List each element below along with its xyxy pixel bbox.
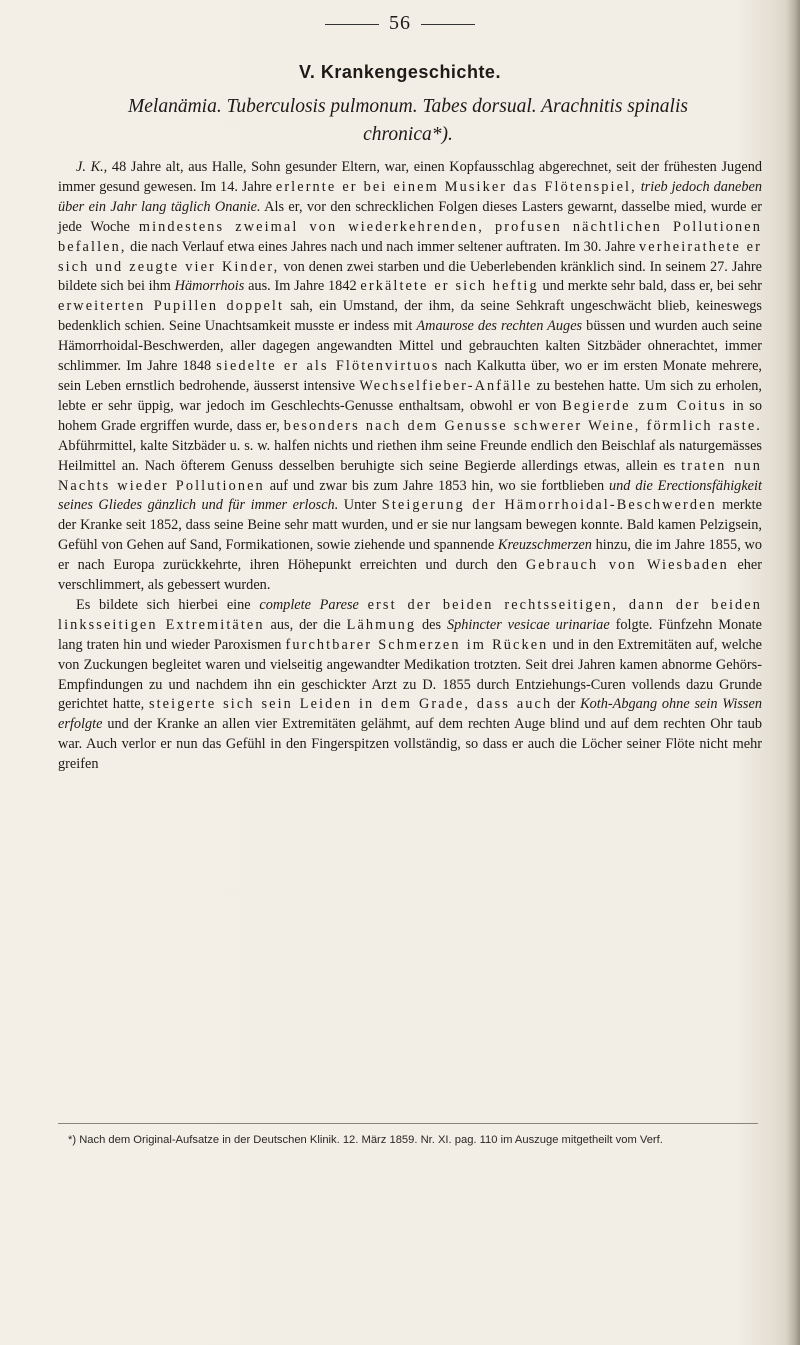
text-run: nach Kalkutta über, wo er im ersten Monate mehrere, sein Leben ernstlich bedrohende, äusserst intensive bbox=[58, 358, 762, 394]
italic-text: Hämorrhois bbox=[174, 278, 245, 295]
italic-text: Koth-Abgang ohne sein Wissen erfolgte bbox=[58, 696, 762, 733]
page-edge-shadow bbox=[786, 0, 800, 1345]
italic-text: trieb jedoch daneben über ein Jahr lang täglich Onanie. bbox=[58, 178, 763, 215]
text-run: Unter bbox=[338, 497, 382, 514]
dash-left bbox=[325, 24, 379, 25]
italic-text: Kreuzschmerzen bbox=[497, 537, 592, 554]
case-history-body bbox=[58, 158, 762, 775]
text-run: eher verschlimmert, als gebessert wurden. bbox=[58, 557, 762, 594]
text-run: hinzu, die im Jahre 1855, wo er nach Europa zurückkehrte, ihren Höhepunkt erreichten und durch den bbox=[58, 537, 762, 574]
text-run: Abführmittel, kalte Sitzbäder u. s. w. halfen nichts und riethen ihm seine Freunde endlich den Beischlaf als naturgemässes Heilmittel an. Nach öfterem Genuss desselben beruhigte sich seine Begierde allerdings etwas, allein es bbox=[58, 437, 762, 474]
spaced-text: steigerte sich sein Leiden in dem Grade, dass auch bbox=[148, 696, 553, 713]
spaced-text: traten nun Nachts wieder Pollutionen bbox=[58, 457, 762, 494]
spaced-text: Steigerung der Hämorrhoidal-Beschwerden bbox=[381, 497, 717, 514]
spaced-text: Lähmung bbox=[346, 616, 417, 633]
text-run: von denen zwei starben und die Ueberlebenden kränklich sind. In seinem 27. Jahre bildete sich bei ihm bbox=[58, 258, 762, 295]
patient-initials: J. K., bbox=[76, 159, 112, 175]
page-number-text: 56 bbox=[389, 12, 411, 34]
text-run: aus, der die bbox=[264, 616, 347, 633]
text-run: auf und zwar bis zum Jahre 1853 hin, wo sie fortblieben bbox=[264, 477, 609, 494]
text-run: 48 Jahre alt, aus Halle, Sohn gesunder Eltern, war, einen Kopfausschlag abgerechnet, seit der frühesten Jugend immer gesund gewesen. Im 14. Jahre bbox=[58, 159, 762, 195]
text-run: Als er, vor den schrecklichen Folgen dieses Lasters gewarnt, dasselbe mied, wurde er jede Woche bbox=[58, 198, 762, 235]
page-number bbox=[0, 12, 800, 35]
text-run: der bbox=[552, 696, 581, 713]
text-run bbox=[359, 597, 368, 613]
spaced-text: Gebrauch von Wiesbaden bbox=[525, 557, 729, 574]
italic-text: und die Erectionsfähigkeit seines Gliedes gänzlich und für immer erlosch. bbox=[58, 477, 762, 514]
text-run: büssen und wurden auch seine Hämorrhoidal-Beschwerden, aller dagegen angewandten Mittel und gebrauchten kalten Sitzbäder ohnerachtet, immer schlimmer. Im Jahre 1848 bbox=[58, 318, 763, 375]
text-run: aus. Im Jahre 1842 bbox=[244, 278, 361, 295]
text-run: und der Kranke an allen vier Extremitäten gelähmt, auf dem rechten Auge blind und auf dem rechten Ohr taub war. Auch verlor er nun das Gefühl in den Fingerspitzen vollständig, so dass er auch die Löcher seiner Flöte nicht mehr greifen bbox=[58, 716, 762, 773]
italic-text: complete Parese bbox=[259, 596, 359, 613]
footnote-text: *) Nach dem Original-Aufsatze in der Deutschen Klinik. 12. März 1859. Nr. XI. pag. 110 im Auszuge mitgetheilt vom Verf. bbox=[68, 1134, 663, 1146]
text-run: merkte der Kranke seit 1852, dass seine Beine sehr matt wurden, und er sie nur langsam bewegen konnte. Bald kamen Pelzigsein, Gefühl von Gehen auf Sand, Formikationen, sowie ziehende und spannende bbox=[58, 497, 762, 554]
spaced-text: Begierde zum Coitus bbox=[562, 397, 727, 414]
text-run: die nach Verlauf etwa eines Jahres nach und nach immer seltener auftraten. Im 30. Jahre bbox=[126, 238, 639, 255]
footnote bbox=[58, 1132, 762, 1149]
text-run: des bbox=[416, 616, 447, 633]
section-heading: V. Krankengeschichte. bbox=[299, 62, 501, 82]
spaced-text: erlernte er bei einem Musiker das Flötenspiel, bbox=[275, 178, 637, 195]
italic-text: Amaurose des rechten Auges bbox=[416, 318, 583, 335]
spaced-text: Wechselfieber-Anfälle bbox=[359, 377, 533, 394]
text-run: und merkte sehr bald, dass er, bei sehr bbox=[538, 278, 762, 295]
text-run: folgte. Fünfzehn Monate lang traten hin und wieder Paroxismen bbox=[58, 616, 762, 653]
spaced-text: furchtbarer Schmerzen im Rücken bbox=[285, 636, 549, 653]
paragraph-2 bbox=[58, 596, 762, 775]
text-run: Es bildete sich hierbei eine bbox=[76, 596, 260, 613]
text-run: und in den Extremitäten auf, welche von Zuckungen begleitet waren und vielseitig angewandter Medikation trotzten. Seit drei Jahren kamen abnorme Gehörs-Empfindungen zu und nachdem ihn ein geschickter Arzt zu D. 1855 durch Entziehungs-Curen vollends dazu Grunde gerichtet hatte, bbox=[58, 636, 762, 713]
text-run: zu bestehen hatte. Um sich zu erholen, lebte er sehr üppig, war jedoch im Geschlechts-Genusse enthaltsam, obwohl er von bbox=[58, 377, 762, 414]
footnote-divider bbox=[58, 1123, 758, 1124]
text-run: in so hohem Grade ergriffen wurde, dass er, bbox=[58, 397, 763, 434]
spaced-text: siedelte er als Flötenvirtuos bbox=[216, 358, 440, 375]
section-subtitle-line1: Melanämia. Tuberculosis pulmonum. Tabes dorsual. Arachnitis spinalis bbox=[128, 96, 688, 117]
text-run: sah, ein Umstand, der ihm, da seine Sehkraft ungeschwächt blieb, keineswegs bedenklich schien. Seine Unachtsamkeit musste er indess mit bbox=[58, 298, 762, 335]
section-subtitle-line2: chronica*). bbox=[363, 124, 453, 145]
italic-text: Sphincter vesicae urinariae bbox=[446, 616, 610, 633]
spaced-text: mindestens zweimal von wiederkehrenden, profusen nächtlichen Pollutionen befallen, bbox=[58, 218, 762, 255]
spaced-text: erst der beiden rechtsseitigen, dann der beiden linksseitigen Extremitäten bbox=[58, 596, 762, 633]
spaced-text: besonders nach dem Genusse schwerer Weine, förmlich raste. bbox=[283, 417, 762, 434]
paragraph-1 bbox=[58, 158, 762, 596]
spaced-text: erweiterten Pupillen doppelt bbox=[58, 298, 285, 315]
dash-right bbox=[421, 24, 475, 25]
spaced-text: erkältete er sich heftig bbox=[360, 278, 539, 295]
spaced-text: verheirathete er sich und zeugte vier Kinder, bbox=[58, 238, 762, 275]
